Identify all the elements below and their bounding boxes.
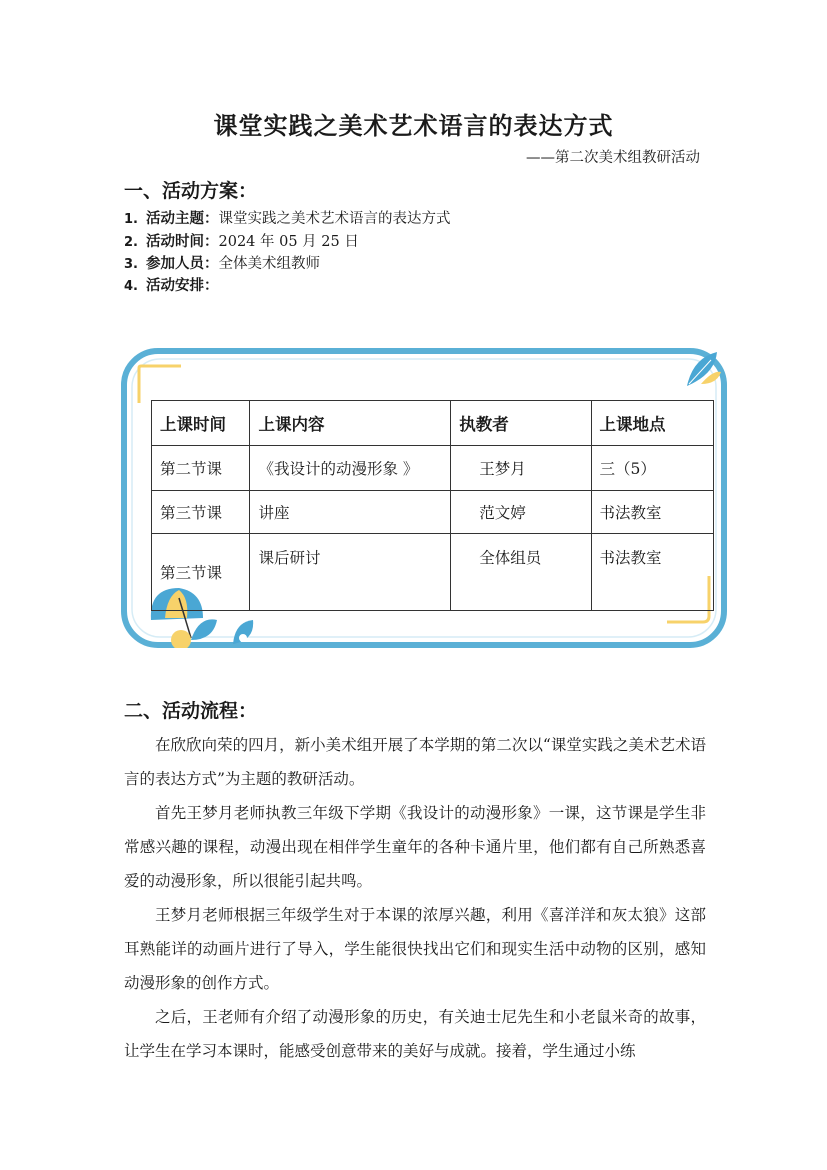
- list-value: 2024 年 05 月 25 日: [218, 234, 359, 250]
- column-header: 上课内容: [250, 401, 451, 446]
- list-label: 活动主题：: [146, 210, 219, 227]
- list-number: 4.: [124, 279, 138, 294]
- table-cell: 第二节课: [152, 446, 250, 491]
- list-number: 3.: [124, 257, 138, 272]
- paragraph: 首先王梦月老师执教三年级下学期《我设计的动漫形象》一课，这节课是学生非常感兴趣的课程，动漫出现在相伴学生童年的各种卡通片里，他们都有自己所熟悉喜爱的动漫形象，所以很能引起共鸣。: [124, 804, 706, 890]
- table-cell: 课后研讨: [250, 534, 451, 611]
- document-title: 课堂实践之美术艺术语言的表达方式: [213, 111, 614, 140]
- list-label: 活动时间：: [146, 233, 219, 250]
- schedule-table: [151, 400, 714, 611]
- process-body: [124, 728, 706, 1068]
- list-value: 全体美术组教师: [218, 256, 320, 272]
- table-cell: 书法教室: [591, 491, 713, 534]
- list-item: [124, 210, 451, 229]
- column-header: 上课时间: [152, 401, 250, 446]
- table-header-row: [152, 401, 714, 446]
- paragraph: 在欣欣向荣的四月，新小美术组开展了本学期的第二次以“课堂实践之美术艺术语言的表达方式”为主题的教研活动。: [124, 736, 706, 788]
- table-cell: 讲座: [250, 491, 451, 534]
- section-heading-plan: 一、活动方案：: [124, 180, 258, 202]
- table-cell: 全体组员: [451, 534, 591, 611]
- list-item: [124, 233, 359, 252]
- table-cell: 第三节课: [152, 491, 250, 534]
- paragraph: 之后，王老师有介绍了动漫形象的历史，有关迪士尼先生和小老鼠米奇的故事，让学生在学习本课时，能感受创意带来的美好与成就。接着，学生通过小练: [124, 1008, 706, 1060]
- table-cell: 范文婷: [451, 491, 591, 534]
- list-label: 活动安排：: [146, 277, 219, 294]
- table-row: [152, 491, 714, 534]
- table-cell: 《我设计的动漫形象 》: [250, 446, 451, 491]
- list-item: [124, 277, 219, 296]
- column-header: 执教者: [451, 401, 591, 446]
- column-header: 上课地点: [591, 401, 713, 446]
- table-cell: 第三节课: [152, 534, 250, 611]
- table-cell: 三（5）: [591, 446, 713, 491]
- list-value: 课堂实践之美术艺术语言的表达方式: [218, 211, 451, 227]
- section-heading-process: 二、活动流程：: [124, 700, 258, 722]
- table-cell: 书法教室: [591, 534, 713, 611]
- list-number: 1.: [124, 212, 138, 227]
- yellow-corner-accent: [139, 366, 181, 403]
- list-number: 2.: [124, 235, 138, 250]
- leaf-icon: [191, 619, 253, 644]
- list-item: [124, 255, 320, 274]
- list-label: 参加人员：: [146, 255, 219, 272]
- table-cell: 王梦月: [451, 446, 591, 491]
- paragraph: 王梦月老师根据三年级学生对于本课的浓厚兴趣，利用《喜洋洋和灰太狼》这部耳熟能详的动画片进行了导入，学生能很快找出它们和现实生活中动物的区别，感知动漫形象的创作方式。: [124, 906, 706, 992]
- table-row: [152, 534, 714, 611]
- table-row: [152, 446, 714, 491]
- document-subtitle: ——第二次美术组教研活动: [526, 150, 700, 166]
